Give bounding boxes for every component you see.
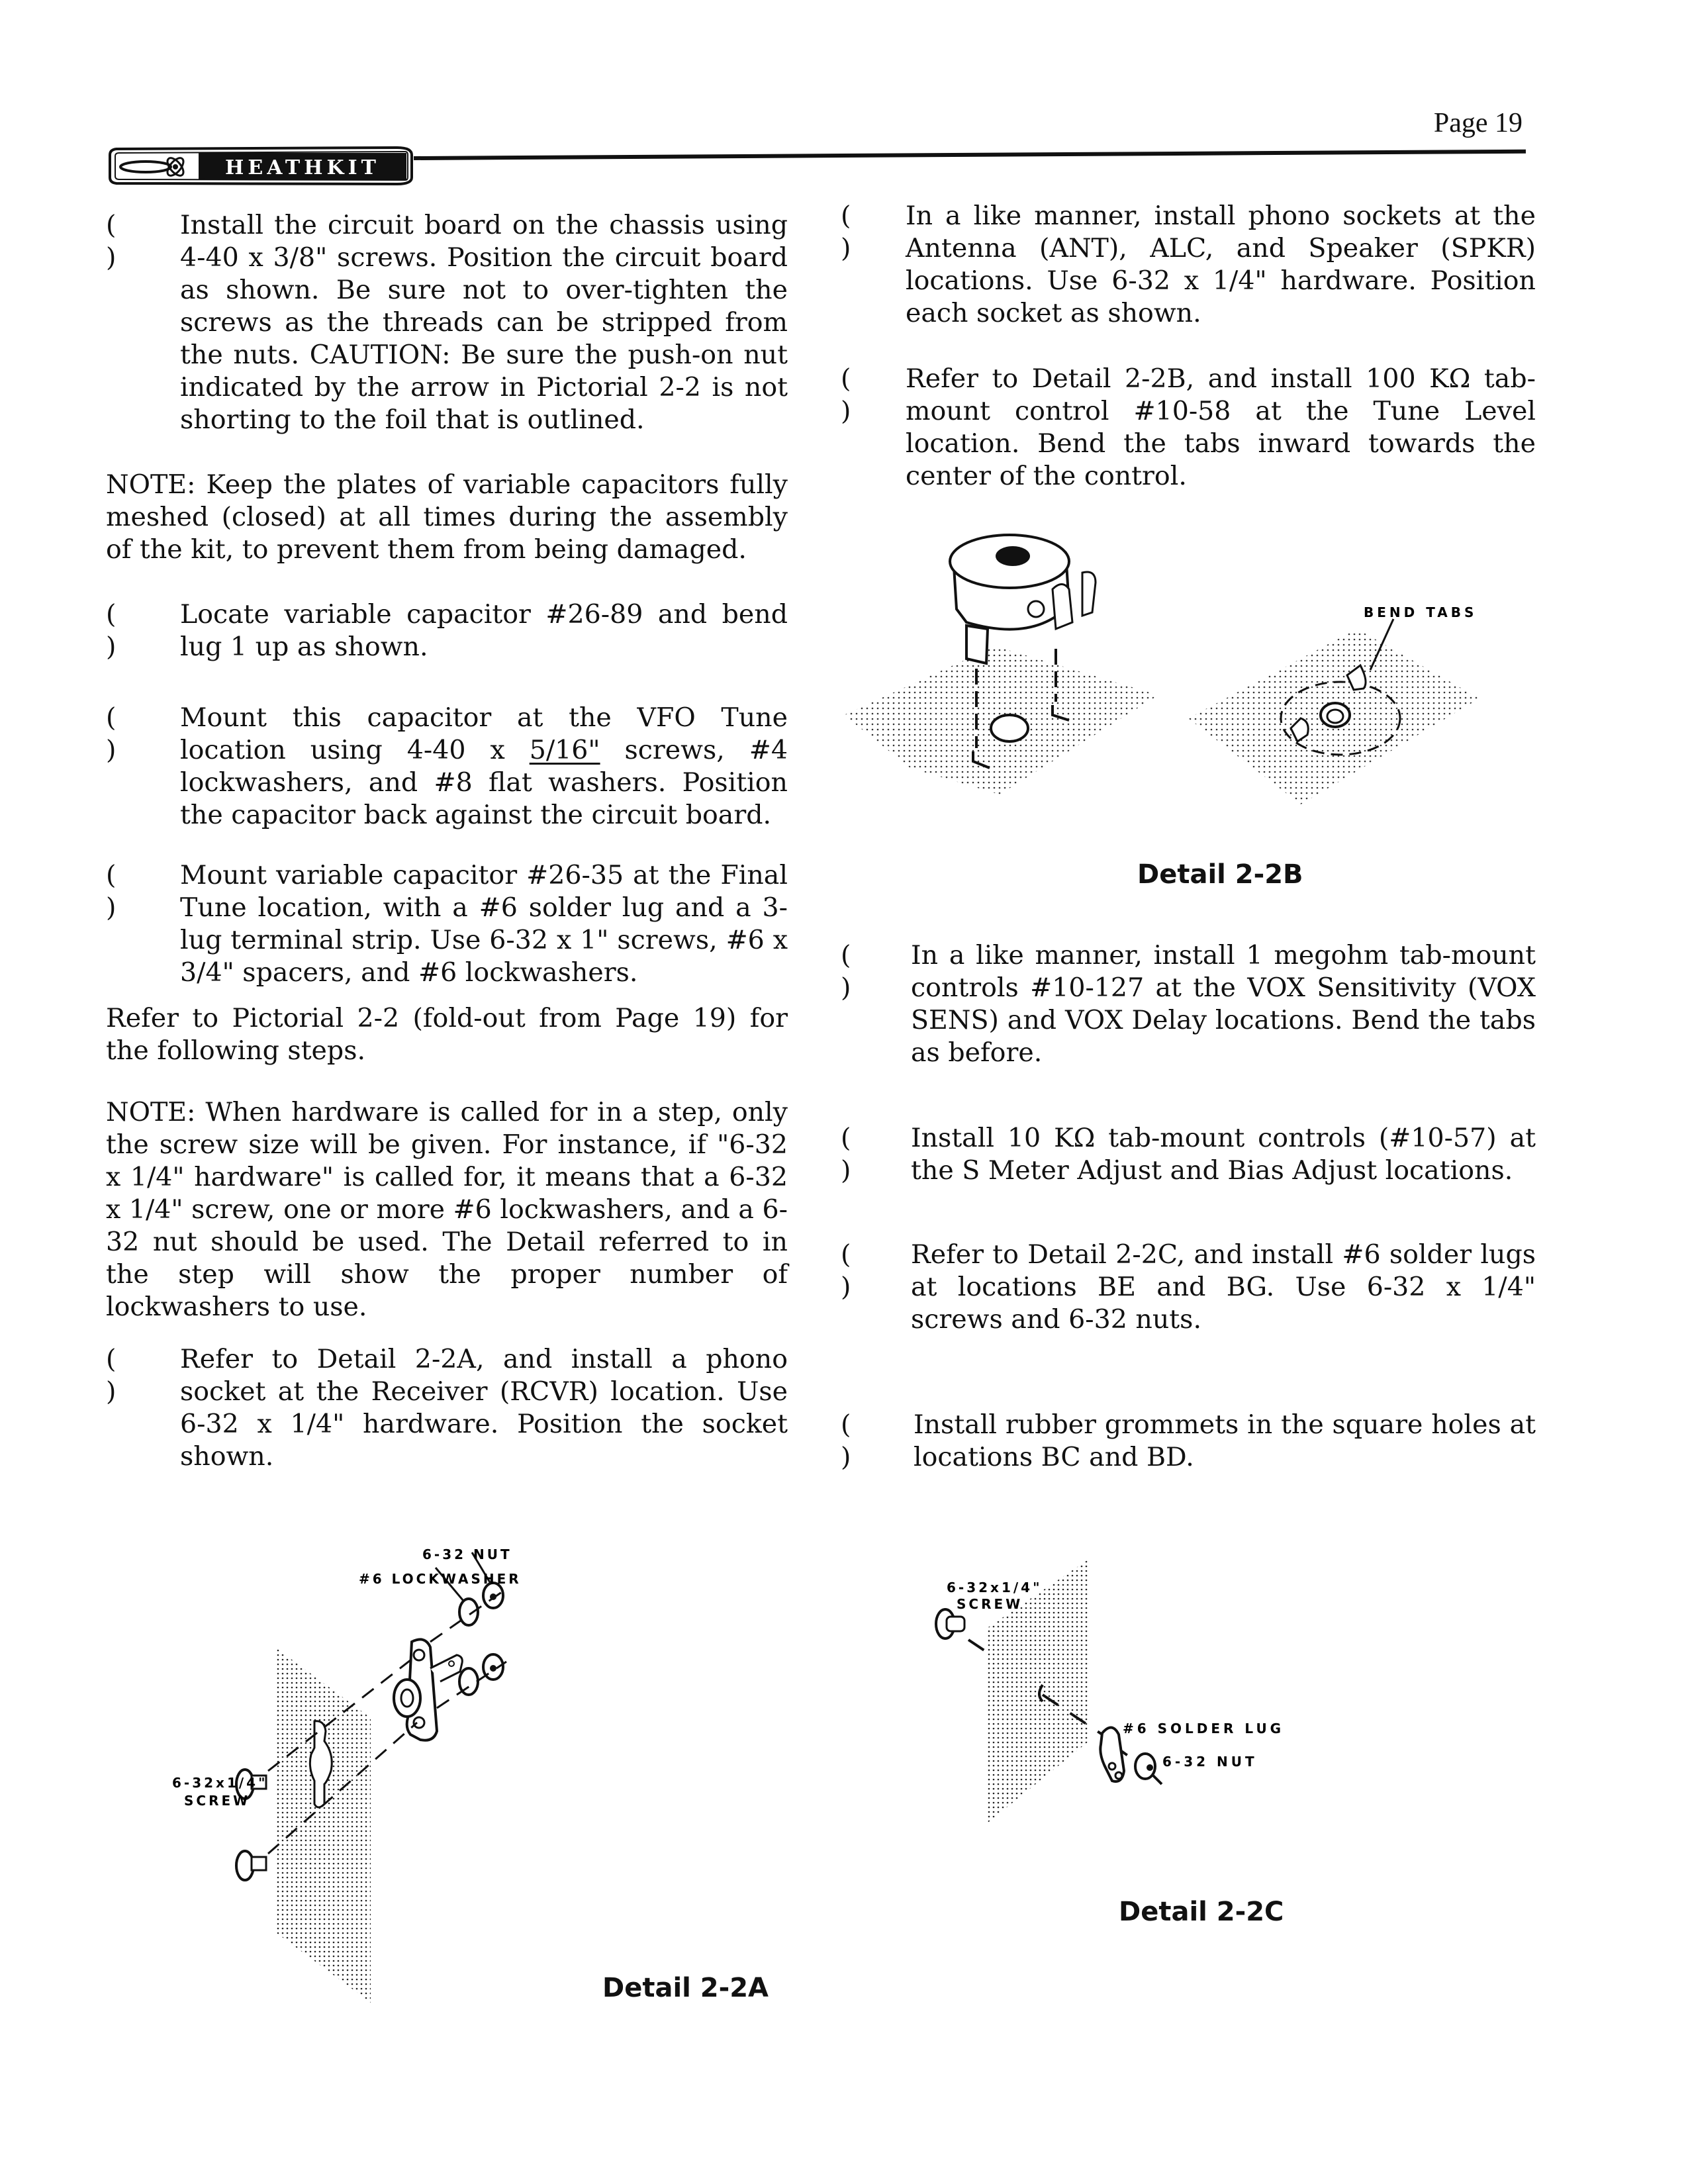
step-checkbox[interactable]: ( ) xyxy=(841,940,863,1003)
label-nut: 6-32 NUT xyxy=(1162,1754,1258,1770)
step-text: Refer to Detail 2-2A, and install a phono socket at the Receiver (RCVR) location. Use 6-32 x 1/4" hardware. Position the socket shown. xyxy=(180,1344,788,1472)
step-checkbox[interactable]: ( ) xyxy=(841,363,863,426)
step-text: Install rubber grommets in the square holes at locations BC and BD. xyxy=(914,1409,1536,1472)
step-text: In a like manner, install 1 megohm tab-mount controls #10-127 at the VOX Sensitivity (VOX SENS) and VOX Delay locations. Bend the tabs as before. xyxy=(911,940,1536,1068)
detail-2-2a-caption: Detail 2-2A xyxy=(602,1973,769,2003)
note-hardware: NOTE: When hardware is called for in a step, only the screw size will be given. For instance, if "6-32 x 1/4" hardware" is called for, it means that a 6-32 x 1/4" screw, one or more #6 lockwashers, and a 6-32 nut should be used. The Detail referred to in the step will show the proper number of lockwashers to use. xyxy=(106,1097,788,1322)
label-solder-lug: #6 SOLDER LUG xyxy=(1123,1721,1285,1736)
step-install-vox-controls xyxy=(841,939,1536,1069)
step-checkbox[interactable]: ( ) xyxy=(841,201,863,263)
page-number: Page 19 xyxy=(1433,108,1523,138)
step-text: In a like manner, install phono sockets at the Antenna (ANT), ALC, and Speaker (SPKR) locations. Use 6-32 x 1/4" hardware. Position each socket as shown. xyxy=(906,201,1536,328)
label-screw: SCREW xyxy=(184,1793,251,1809)
step-install-circuit-board xyxy=(106,209,788,436)
heathkit-logo xyxy=(106,146,416,187)
label-screw-size: 6-32x1/4" xyxy=(172,1775,268,1791)
step-text: Refer to Detail 2-2C, and install #6 solder lugs at locations BE and BG. Use 6-32 x 1/4" screws and 6-32 nuts. xyxy=(911,1239,1536,1335)
step-text: Mount this capacitor at the VFO Tune location using 4-40 x xyxy=(180,702,788,765)
step-checkbox[interactable]: ( ) xyxy=(841,1239,863,1302)
detail-2-2c-figure xyxy=(914,1556,1443,1854)
logo-text: HEATHKIT xyxy=(225,156,380,179)
step-install-rcvr-socket xyxy=(106,1343,788,1473)
step-install-tune-level-control xyxy=(841,363,1536,493)
step-text: Refer to Detail 2-2B, and install 100 KΩ tab-mount control #10-58 at the Tune Level location. Bend the tabs inward towards the center of the control. xyxy=(906,363,1536,491)
detail-2-2a-figure xyxy=(165,1543,761,2006)
solder-lug-icon xyxy=(1100,1727,1124,1781)
screw-icon xyxy=(936,1609,964,1638)
step-checkbox[interactable]: ( ) xyxy=(106,210,128,273)
step-text: screws, #4 lockwashers, and #8 flat washers. Position the capacitor back against the circuit board. xyxy=(180,735,788,830)
label-bend-tabs: BEND TABS xyxy=(1364,604,1477,620)
step-checkbox[interactable]: ( ) xyxy=(106,860,128,923)
left-column xyxy=(106,209,788,1473)
label-screw-size: 6-32x1/4" xyxy=(947,1580,1043,1595)
step-text: Install the circuit board on the chassis using 4-40 x 3/8" screws. Position the circuit board as shown. Be sure not to over-tighten the screws as the threads can be stripped from the nuts. CAUTION: Be sure the push-on nut indicated by the arrow in Pictorial 2-2 is not shorting to the foil that is outlined. xyxy=(180,210,788,435)
detail-2-2c-caption: Detail 2-2C xyxy=(1119,1897,1284,1927)
potentiometer-icon xyxy=(950,535,1096,663)
step-checkbox[interactable]: ( ) xyxy=(841,1123,863,1186)
step-text: Mount variable capacitor #26-35 at the Final Tune location, with a #6 solder lug and a 3-lug terminal strip. Use 6-32 x 1" screws, #6 x 3/4" spacers, and #6 lockwashers. xyxy=(180,860,788,988)
note-variable-capacitors: NOTE: Keep the plates of variable capacitors fully meshed (closed) at all times during the assembly of the kit, to prevent them from being damaged. xyxy=(106,469,788,565)
step-text: Install 10 KΩ tab-mount controls (#10-57) at the S Meter Adjust and Bias Adjust locations. xyxy=(911,1123,1536,1186)
step-text: Locate variable capacitor #26-89 and bend lug 1 up as shown. xyxy=(180,599,788,662)
nut-icon xyxy=(1135,1754,1155,1779)
step-checkbox[interactable]: ( ) xyxy=(106,1344,128,1407)
step-checkbox[interactable]: ( ) xyxy=(106,702,128,765)
chassis-panel xyxy=(277,1648,371,2003)
step-checkbox[interactable]: ( ) xyxy=(841,1409,863,1472)
right-column xyxy=(841,200,1536,1474)
label-nut: 6-32 NUT xyxy=(422,1546,512,1562)
step-install-grommets xyxy=(841,1409,1536,1474)
step-text-underlined: 5/16" xyxy=(529,735,600,765)
step-locate-capacitor xyxy=(106,598,788,663)
header-rule xyxy=(414,150,1526,160)
step-mount-vfo-capacitor xyxy=(106,702,788,831)
step-install-phono-sockets xyxy=(841,200,1536,330)
step-mount-final-tune-capacitor xyxy=(106,859,788,989)
step-install-solder-lugs xyxy=(841,1239,1536,1336)
step-install-10k-controls xyxy=(841,1122,1536,1187)
refer-pictorial-paragraph: Refer to Pictorial 2-2 (fold-out from Page 19) for the following steps. xyxy=(106,1003,788,1066)
phono-socket-icon xyxy=(394,1639,462,1740)
lockwasher-icon xyxy=(459,1599,478,1695)
detail-2-2b-caption: Detail 2-2B xyxy=(1137,859,1303,890)
detail-2-2b-figure xyxy=(834,516,1556,834)
step-checkbox[interactable]: ( ) xyxy=(106,599,128,662)
label-screw: SCREW xyxy=(957,1596,1023,1612)
label-lockwasher: #6 LOCKWASHER xyxy=(359,1571,522,1587)
mounting-hole xyxy=(991,715,1028,741)
